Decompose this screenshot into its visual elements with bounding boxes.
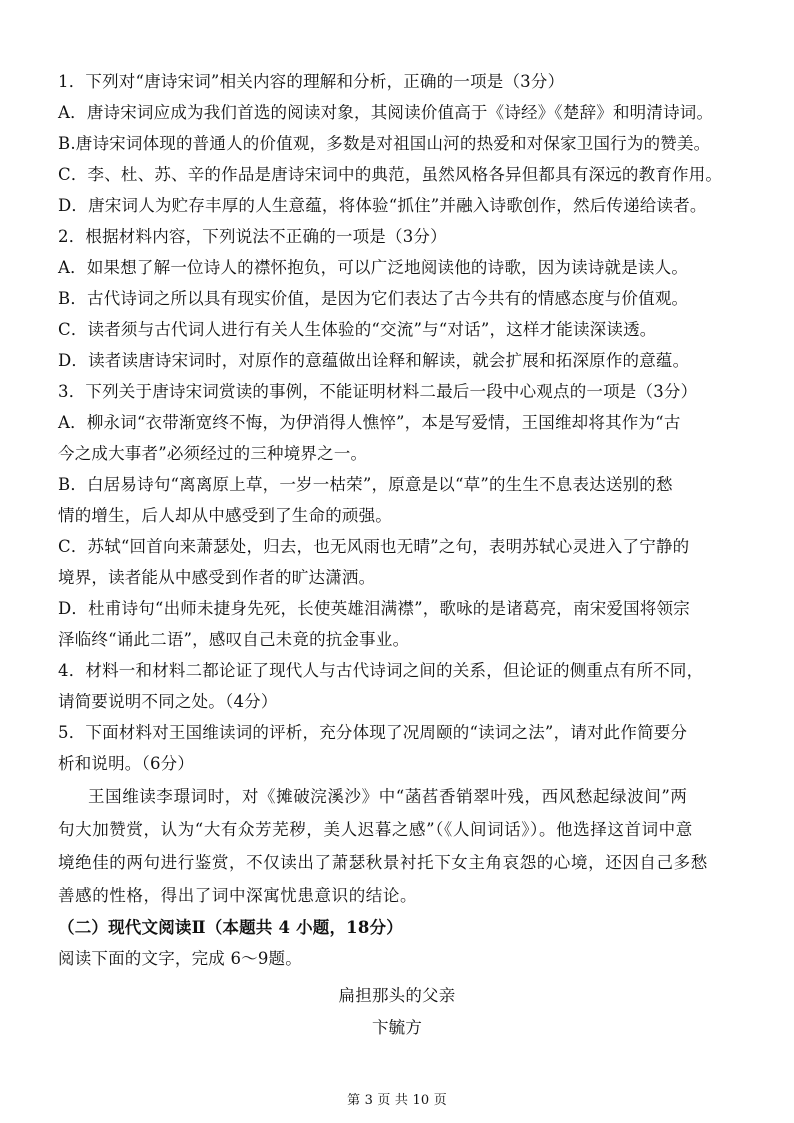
question-3-option-d-line1: D．杜甫诗句“出师未捷身先死，长使英雄泪满襟”，歌咏的是诸葛亮，南宋爱国将领宗 (58, 599, 690, 618)
quote-line-3: 境绝佳的两句进行鉴赏，不仅读出了萧瑟秋景衬托下女主角哀怨的心境，还因自己多愁 (58, 853, 708, 872)
question-1-option-c: C．李、杜、苏、辛的作品是唐诗宋词中的典范，虽然风格各异但都具有深远的教育作用。 (58, 165, 723, 184)
section-heading: （二）现代文阅读Ⅱ（本题共 4 小题，18分） (58, 918, 403, 937)
question-3-option-c-line1: C．苏轼“回首向来萧瑟处，归去，也无风雨也无晴”之句，表明苏轼心灵进入了宁静的 (58, 537, 690, 556)
question-4-line2: 请简要说明不同之处。（4分） (58, 692, 278, 711)
question-1-option-b: B.唐诗宋词体现的普通人的价值观，多数是对祖国山河的热爱和对保家卫国行为的赞美。 (58, 134, 711, 153)
question-2-option-a: A．如果想了解一位诗人的襟怀抱负，可以广泛地阅读他的诗歌，因为读诗就是读人。 (58, 258, 689, 277)
question-2-option-c: C．读者须与古代词人进行有关人生体验的“交流”与“对话”，这样才能读深读透。 (58, 320, 657, 339)
question-3-option-d-line2: 泽临终“诵此二语”，感叹自己未竟的抗金事业。 (58, 630, 410, 649)
reading-instruction: 阅读下面的文字，完成 6～9题。 (58, 949, 302, 968)
quote-line-2: 句大加赞赏，认为“大有众芳芜秽，美人迟暮之感”（《人间词话》）。他选择这首词中意 (58, 820, 693, 839)
question-3-option-a-line2: 今之成大事者”必须经过的三种境界之一。 (58, 444, 368, 463)
question-4-line1: 4．材料一和材料二都论证了现代人与古代诗词之间的关系，但论证的侧重点有所不同， (58, 661, 704, 680)
question-3-stem: 3．下列关于唐诗宋词赏读的事例，不能证明材料二最后一段中心观点的一项是（3分） (58, 382, 698, 401)
question-2-option-d: D．读者读唐诗宋词时，对原作的意蕴做出诠释和解读，就会扩展和拓深原作的意蕴。 (58, 351, 690, 370)
question-2-stem: 2．根据材料内容，下列说法不正确的一项是（3分） (58, 227, 447, 246)
quote-line-4: 善感的性格，得出了词中深寓忧患意识的结论。 (58, 886, 418, 905)
question-3-option-b-line2: 情的增生，后人却从中感受到了生命的顽强。 (58, 506, 392, 525)
question-3-option-a-line1: A．柳永词“衣带渐宽终不悔，为伊消得人憔悴”，本是写爱情，王国维却将其作为“古 (58, 413, 681, 432)
question-1-stem: 1．下列对“唐诗宋词”相关内容的理解和分析，正确的一项是（3分） (58, 72, 565, 91)
question-1-option-a: A．唐诗宋词应成为我们首选的阅读对象，其阅读价值高于《诗经》《楚辞》和明清诗词。 (58, 103, 714, 122)
question-2-option-b: B．古代诗词之所以具有现实价值，是因为它们表达了古今共有的情感态度与价值观。 (58, 289, 689, 308)
story-title: 扁担那头的父亲 (338, 986, 456, 1005)
story-author: 卞毓方 (371, 1018, 423, 1037)
page-footer: 第 3 页 共 10 页 (347, 1093, 447, 1108)
question-3-option-c-line2: 境界，读者能从中感受到作者的旷达潇洒。 (58, 568, 376, 587)
question-5-line2: 析和说明。（6分） (58, 754, 195, 773)
quote-line-1: 王国维读李璟词时，对《摊破浣溪沙》中“菡萏香销翠叶残，西风愁起绿波间”两 (88, 787, 688, 806)
question-5-line1: 5．下面材料对王国维读词的评析，充分体现了况周颐的“读词之法”，请对此作简要分 (58, 723, 688, 742)
question-1-option-d: D．唐宋词人为贮存丰厚的人生意蕴，将体验“抓住”并融入诗歌创作，然后传递给读者。 (58, 196, 707, 215)
question-3-option-b-line1: B．白居易诗句“离离原上草，一岁一枯荣”，原意是以“草”的生生不息表达送别的愁 (58, 475, 673, 494)
